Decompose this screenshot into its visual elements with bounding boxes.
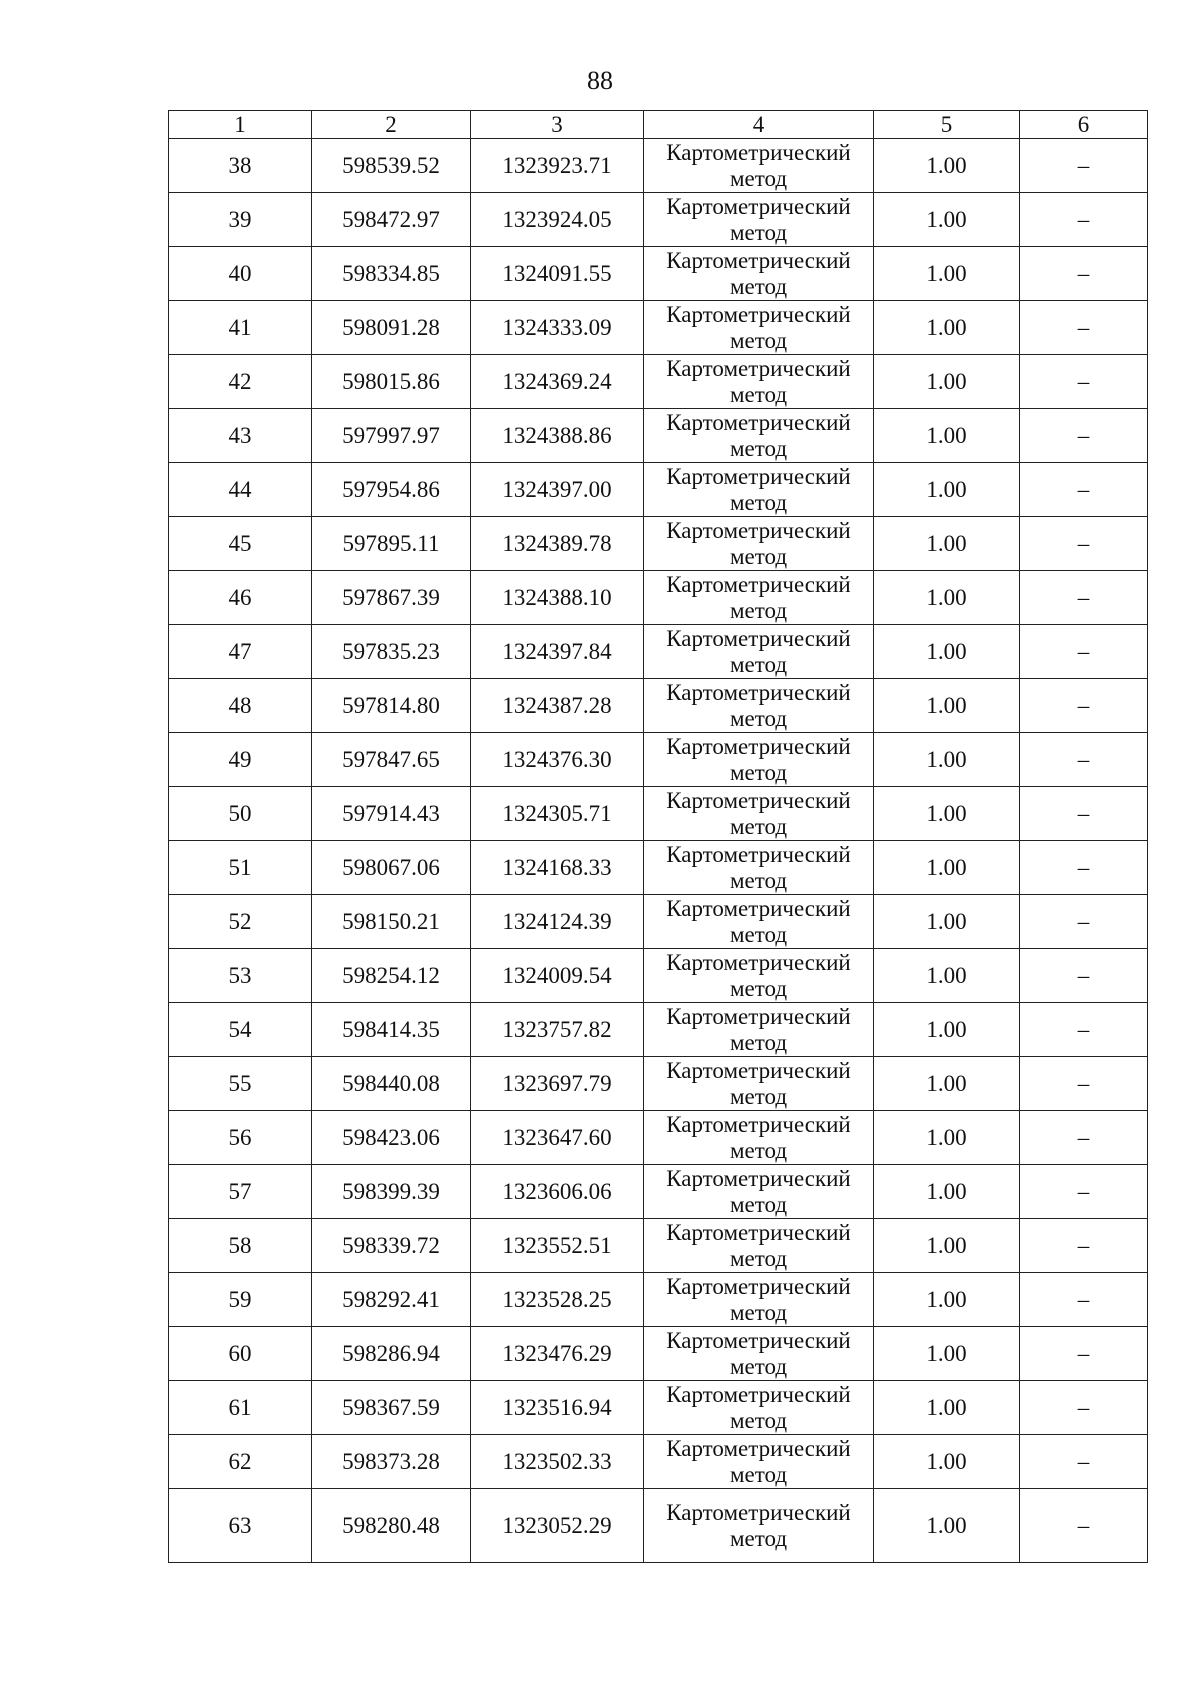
coordinate-y: 1324376.30 — [471, 733, 644, 787]
header-col-3: 3 — [471, 111, 644, 139]
table-row — [169, 841, 1148, 895]
coordinate-y: 1324009.54 — [471, 949, 644, 1003]
header-col-6: 6 — [1020, 111, 1148, 139]
method-cell — [644, 787, 874, 841]
point-number: 57 — [169, 1165, 312, 1219]
accuracy-value: 1.00 — [874, 139, 1020, 193]
method-line-2: метод — [729, 867, 788, 893]
coordinate-y: 1323528.25 — [471, 1273, 644, 1327]
method-cell — [644, 895, 874, 949]
note-value: – — [1020, 1489, 1148, 1563]
note-value: – — [1020, 193, 1148, 247]
accuracy-value: 1.00 — [874, 787, 1020, 841]
coordinate-y: 1324168.33 — [471, 841, 644, 895]
table-row — [169, 949, 1148, 1003]
point-number: 61 — [169, 1381, 312, 1435]
accuracy-value: 1.00 — [874, 1219, 1020, 1273]
coordinate-x: 598423.06 — [312, 1111, 471, 1165]
method-line-2: метод — [729, 1029, 788, 1055]
point-number: 62 — [169, 1435, 312, 1489]
coordinate-y: 1324388.86 — [471, 409, 644, 463]
table-row — [169, 1327, 1148, 1381]
coordinate-y: 1323923.71 — [471, 139, 644, 193]
accuracy-value: 1.00 — [874, 1003, 1020, 1057]
coordinates-table — [168, 110, 1148, 1563]
coordinate-y: 1324388.10 — [471, 571, 644, 625]
coordinate-x: 598091.28 — [312, 301, 471, 355]
header-col-4: 4 — [644, 111, 874, 139]
method-line-1: Картометрический — [666, 571, 851, 597]
point-number: 43 — [169, 409, 312, 463]
note-value: – — [1020, 139, 1148, 193]
coordinate-y: 1324397.84 — [471, 625, 644, 679]
method-cell — [644, 949, 874, 1003]
method-line-2: метод — [729, 327, 788, 353]
table-row — [169, 895, 1148, 949]
table-row — [169, 301, 1148, 355]
table-row — [169, 571, 1148, 625]
accuracy-value: 1.00 — [874, 949, 1020, 1003]
method-line-1: Картометрический — [666, 355, 851, 381]
method-cell — [644, 1003, 874, 1057]
method-line-1: Картометрический — [666, 1003, 851, 1029]
point-number: 40 — [169, 247, 312, 301]
method-line-2: метод — [729, 921, 788, 947]
table-row — [169, 1435, 1148, 1489]
method-line-1: Картометрический — [666, 841, 851, 867]
method-line-1: Картометрический — [666, 517, 851, 543]
table-row — [169, 1381, 1148, 1435]
method-line-2: метод — [729, 1245, 788, 1271]
method-line-1: Картометрический — [666, 895, 851, 921]
coordinate-x: 598440.08 — [312, 1057, 471, 1111]
point-number: 49 — [169, 733, 312, 787]
coordinate-y: 1324389.78 — [471, 517, 644, 571]
point-number: 55 — [169, 1057, 312, 1111]
accuracy-value: 1.00 — [874, 355, 1020, 409]
method-line-1: Картометрический — [666, 1499, 851, 1525]
point-number: 51 — [169, 841, 312, 895]
note-value: – — [1020, 1273, 1148, 1327]
method-line-1: Картометрический — [666, 625, 851, 651]
table-row — [169, 1489, 1148, 1563]
point-number: 60 — [169, 1327, 312, 1381]
table-header-row — [169, 111, 1148, 139]
method-cell — [644, 1111, 874, 1165]
note-value: – — [1020, 787, 1148, 841]
coordinate-x: 597914.43 — [312, 787, 471, 841]
table-row — [169, 517, 1148, 571]
method-cell — [644, 139, 874, 193]
table-row — [169, 139, 1148, 193]
table-row — [169, 1219, 1148, 1273]
coordinate-y: 1323552.51 — [471, 1219, 644, 1273]
coordinate-x: 598334.85 — [312, 247, 471, 301]
point-number: 59 — [169, 1273, 312, 1327]
point-number: 42 — [169, 355, 312, 409]
coordinate-x: 598150.21 — [312, 895, 471, 949]
method-line-2: метод — [729, 1407, 788, 1433]
table-row — [169, 1111, 1148, 1165]
note-value: – — [1020, 301, 1148, 355]
note-value: – — [1020, 355, 1148, 409]
accuracy-value: 1.00 — [874, 1435, 1020, 1489]
note-value: – — [1020, 679, 1148, 733]
method-cell — [644, 733, 874, 787]
method-line-1: Картометрический — [666, 1273, 851, 1299]
method-line-1: Картометрический — [666, 301, 851, 327]
method-line-1: Картометрический — [666, 679, 851, 705]
method-line-1: Картометрический — [666, 787, 851, 813]
table-row — [169, 463, 1148, 517]
table-row — [169, 679, 1148, 733]
coordinate-x: 598254.12 — [312, 949, 471, 1003]
accuracy-value: 1.00 — [874, 1273, 1020, 1327]
coordinate-x: 597814.80 — [312, 679, 471, 733]
header-col-2: 2 — [312, 111, 471, 139]
accuracy-value: 1.00 — [874, 1489, 1020, 1563]
coordinate-x: 597835.23 — [312, 625, 471, 679]
point-number: 45 — [169, 517, 312, 571]
table-row — [169, 787, 1148, 841]
accuracy-value: 1.00 — [874, 1165, 1020, 1219]
coordinate-y: 1323606.06 — [471, 1165, 644, 1219]
coordinate-x: 598539.52 — [312, 139, 471, 193]
method-line-2: метод — [729, 1191, 788, 1217]
method-line-2: метод — [729, 381, 788, 407]
method-line-2: метод — [729, 435, 788, 461]
accuracy-value: 1.00 — [874, 193, 1020, 247]
method-line-2: метод — [729, 1461, 788, 1487]
note-value: – — [1020, 1057, 1148, 1111]
point-number: 39 — [169, 193, 312, 247]
coordinate-x: 598286.94 — [312, 1327, 471, 1381]
accuracy-value: 1.00 — [874, 841, 1020, 895]
accuracy-value: 1.00 — [874, 409, 1020, 463]
table-row — [169, 1057, 1148, 1111]
coordinate-y: 1323647.60 — [471, 1111, 644, 1165]
method-cell — [644, 1165, 874, 1219]
table-row — [169, 1003, 1148, 1057]
method-line-1: Картометрический — [666, 1327, 851, 1353]
point-number: 46 — [169, 571, 312, 625]
coordinate-x: 598339.72 — [312, 1219, 471, 1273]
method-line-2: метод — [729, 759, 788, 785]
method-cell — [644, 193, 874, 247]
note-value: – — [1020, 841, 1148, 895]
point-number: 44 — [169, 463, 312, 517]
coordinate-x: 598472.97 — [312, 193, 471, 247]
note-value: – — [1020, 463, 1148, 517]
point-number: 63 — [169, 1489, 312, 1563]
method-cell — [644, 355, 874, 409]
method-cell — [644, 841, 874, 895]
method-line-1: Картометрический — [666, 463, 851, 489]
method-line-2: метод — [729, 489, 788, 515]
method-line-2: метод — [729, 813, 788, 839]
method-cell — [644, 1327, 874, 1381]
coordinate-y: 1323924.05 — [471, 193, 644, 247]
method-line-1: Картометрический — [666, 733, 851, 759]
coordinate-x: 598067.06 — [312, 841, 471, 895]
method-line-2: метод — [729, 1525, 788, 1551]
accuracy-value: 1.00 — [874, 733, 1020, 787]
table-row — [169, 1165, 1148, 1219]
note-value: – — [1020, 571, 1148, 625]
method-cell — [644, 463, 874, 517]
coordinate-y: 1324124.39 — [471, 895, 644, 949]
table-body — [169, 139, 1148, 1563]
accuracy-value: 1.00 — [874, 571, 1020, 625]
table-row — [169, 409, 1148, 463]
point-number: 52 — [169, 895, 312, 949]
note-value: – — [1020, 1381, 1148, 1435]
note-value: – — [1020, 409, 1148, 463]
method-line-1: Картометрический — [666, 1435, 851, 1461]
coordinate-y: 1323697.79 — [471, 1057, 644, 1111]
table-row — [169, 625, 1148, 679]
table-row — [169, 193, 1148, 247]
coordinate-y: 1323757.82 — [471, 1003, 644, 1057]
coordinate-y: 1323052.29 — [471, 1489, 644, 1563]
method-cell — [644, 517, 874, 571]
coordinate-x: 597895.11 — [312, 517, 471, 571]
accuracy-value: 1.00 — [874, 301, 1020, 355]
coordinate-x: 598280.48 — [312, 1489, 471, 1563]
method-line-1: Картометрический — [666, 1219, 851, 1245]
point-number: 56 — [169, 1111, 312, 1165]
page-number: 88 — [587, 66, 613, 95]
method-line-2: метод — [729, 1299, 788, 1325]
accuracy-value: 1.00 — [874, 1381, 1020, 1435]
table-row — [169, 1273, 1148, 1327]
coordinate-x: 597867.39 — [312, 571, 471, 625]
header-col-1: 1 — [169, 111, 312, 139]
note-value: – — [1020, 625, 1148, 679]
method-line-2: метод — [729, 1137, 788, 1163]
method-line-1: Картометрический — [666, 1165, 851, 1191]
point-number: 41 — [169, 301, 312, 355]
coordinate-x: 597997.97 — [312, 409, 471, 463]
method-line-2: метод — [729, 1353, 788, 1379]
note-value: – — [1020, 1327, 1148, 1381]
coordinate-y: 1323516.94 — [471, 1381, 644, 1435]
coordinate-x: 597847.65 — [312, 733, 471, 787]
point-number: 53 — [169, 949, 312, 1003]
header-col-5: 5 — [874, 111, 1020, 139]
method-cell — [644, 301, 874, 355]
accuracy-value: 1.00 — [874, 517, 1020, 571]
method-cell — [644, 1057, 874, 1111]
coordinate-x: 598399.39 — [312, 1165, 471, 1219]
accuracy-value: 1.00 — [874, 679, 1020, 733]
coordinate-y: 1324091.55 — [471, 247, 644, 301]
method-line-1: Картометрический — [666, 247, 851, 273]
table-row — [169, 355, 1148, 409]
coordinate-x: 598367.59 — [312, 1381, 471, 1435]
point-number: 54 — [169, 1003, 312, 1057]
accuracy-value: 1.00 — [874, 1111, 1020, 1165]
note-value: – — [1020, 1435, 1148, 1489]
coordinate-y: 1324387.28 — [471, 679, 644, 733]
note-value: – — [1020, 1111, 1148, 1165]
table-row — [169, 247, 1148, 301]
note-value: – — [1020, 1003, 1148, 1057]
note-value: – — [1020, 517, 1148, 571]
method-line-1: Картометрический — [666, 1111, 851, 1137]
method-line-2: метод — [729, 651, 788, 677]
method-line-1: Картометрический — [666, 1057, 851, 1083]
method-cell — [644, 1219, 874, 1273]
point-number: 58 — [169, 1219, 312, 1273]
method-line-2: метод — [729, 597, 788, 623]
method-line-2: метод — [729, 273, 788, 299]
accuracy-value: 1.00 — [874, 895, 1020, 949]
method-line-2: метод — [729, 543, 788, 569]
method-line-1: Картометрический — [666, 949, 851, 975]
coordinate-y: 1324397.00 — [471, 463, 644, 517]
point-number: 47 — [169, 625, 312, 679]
note-value: – — [1020, 1165, 1148, 1219]
coordinate-x: 598015.86 — [312, 355, 471, 409]
method-cell — [644, 1489, 874, 1563]
coordinate-y: 1324333.09 — [471, 301, 644, 355]
point-number: 48 — [169, 679, 312, 733]
coordinate-y: 1323502.33 — [471, 1435, 644, 1489]
coordinate-y: 1324369.24 — [471, 355, 644, 409]
coordinate-y: 1323476.29 — [471, 1327, 644, 1381]
method-line-1: Картометрический — [666, 139, 851, 165]
method-cell — [644, 1273, 874, 1327]
point-number: 38 — [169, 139, 312, 193]
accuracy-value: 1.00 — [874, 463, 1020, 517]
coordinate-x: 598292.41 — [312, 1273, 471, 1327]
coordinate-x: 597954.86 — [312, 463, 471, 517]
coordinate-y: 1324305.71 — [471, 787, 644, 841]
note-value: – — [1020, 247, 1148, 301]
accuracy-value: 1.00 — [874, 625, 1020, 679]
method-line-1: Картометрический — [666, 409, 851, 435]
accuracy-value: 1.00 — [874, 247, 1020, 301]
method-line-1: Картометрический — [666, 1381, 851, 1407]
method-line-2: метод — [729, 165, 788, 191]
method-cell — [644, 571, 874, 625]
method-line-2: метод — [729, 705, 788, 731]
method-cell — [644, 1435, 874, 1489]
coordinate-x: 598414.35 — [312, 1003, 471, 1057]
method-line-2: метод — [729, 219, 788, 245]
coordinate-x: 598373.28 — [312, 1435, 471, 1489]
method-line-1: Картометрический — [666, 193, 851, 219]
method-line-2: метод — [729, 1083, 788, 1109]
note-value: – — [1020, 949, 1148, 1003]
method-cell — [644, 247, 874, 301]
accuracy-value: 1.00 — [874, 1327, 1020, 1381]
table-row — [169, 733, 1148, 787]
method-cell — [644, 409, 874, 463]
note-value: – — [1020, 895, 1148, 949]
note-value: – — [1020, 1219, 1148, 1273]
method-line-2: метод — [729, 975, 788, 1001]
point-number: 50 — [169, 787, 312, 841]
note-value: – — [1020, 733, 1148, 787]
method-cell — [644, 625, 874, 679]
method-cell — [644, 1381, 874, 1435]
method-cell — [644, 679, 874, 733]
accuracy-value: 1.00 — [874, 1057, 1020, 1111]
